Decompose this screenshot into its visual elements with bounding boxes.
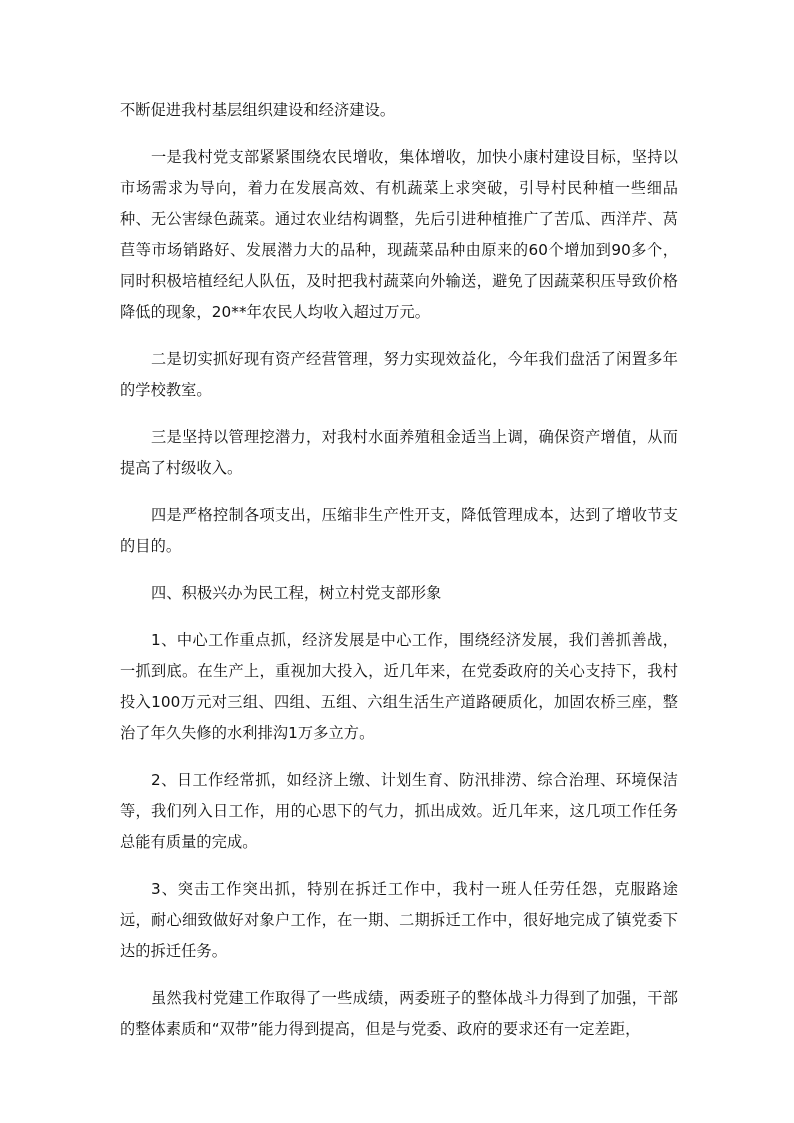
paragraph-3: 三是坚持以管理挖潜力，对我村水面养殖租金适当上调，确保资产增值，从而提高了村级收入。 bbox=[120, 428, 678, 477]
paragraph-2: 二是切实抓好现有资产经营管理，努力实现效益化，今年我们盘活了闲置多年的学校教室。 bbox=[120, 350, 678, 399]
paragraph-6: 2、日工作经常抓，如经济上缴、计划生育、防汛排涝、综合治理、环境保洁等，我们列入日工作，用的心思下的气力，抓出成效。近几年来，这几项工作任务总能有质量的完成。 bbox=[120, 771, 678, 851]
paragraph-4: 四是严格控制各项支出，压缩非生产性开支，降低管理成本，达到了增收节支的目的。 bbox=[120, 506, 678, 555]
paragraph-8: 虽然我村党建工作取得了一些成绩，两委班子的整体战斗力得到了加强，干部的整体素质和“双带”能力得到提高，但是与党委、政府的要求还有一定差距， bbox=[120, 989, 678, 1038]
document-body bbox=[120, 95, 678, 1061]
paragraph-7: 3、突击工作突出抓，特别在拆迁工作中，我村一班人任劳任怨，克服路途远，耐心细致做好对象户工作，在一期、二期拆迁工作中，很好地完成了镇党委下达的拆迁任务。 bbox=[120, 880, 678, 960]
paragraph-1: 一是我村党支部紧紧围绕农民增收，集体增收，加快小康村建设目标，坚持以市场需求为导向，着力在发展高效、有机蔬菜上求突破，引导村民种植一些细品种、无公害绿色蔬菜。通过农业结构调整，先后引进种植推广了苦瓜、西洋芹、莴苣等市场销路好、发展潜力大的品种，现蔬菜品种由原来的60个增加到90多个，同时积极培植经纪人队伍，及时把我村蔬菜向外输送，避免了因蔬菜积压导致价格降低的现象，20**年农民人均收入超过万元。 bbox=[120, 148, 678, 321]
paragraph-5: 1、中心工作重点抓，经济发展是中心工作，围绕经济发展，我们善抓善战，一抓到底。在生产上，重视加大投入，近几年来，在党委政府的关心支持下，我村投入100万元对三组、四组、五组、六组生活生产道路硬质化，加固农桥三座，整治了年久失修的水利排沟1万多立方。 bbox=[120, 631, 678, 742]
section-heading: 四、积极兴办为民工程，树立村党支部形象 bbox=[151, 584, 442, 602]
paragraph-continuation: 不断促进我村基层组织建设和经济建设。 bbox=[120, 101, 396, 119]
